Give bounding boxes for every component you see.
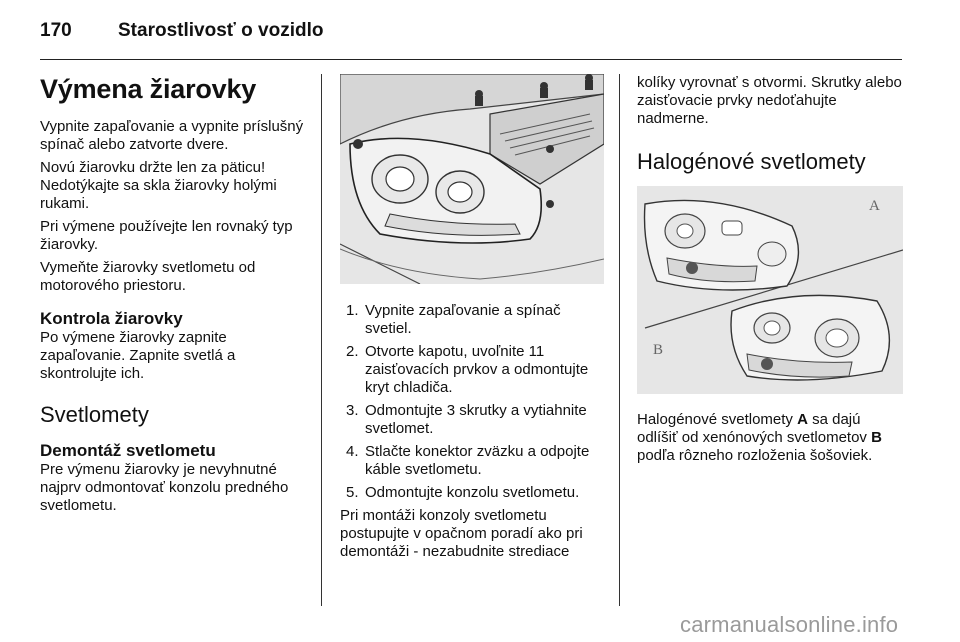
subheading-bulb-check: Kontrola žiarovky: [40, 309, 183, 328]
section-heading-halogen-headlights: Halogénové svetlomety: [637, 149, 866, 174]
page-number: 170: [40, 20, 72, 41]
list-item: 4. Stlačte konektor zväzku a odpojte káble svetlometu.: [346, 443, 590, 478]
paragraph: kolíky vyrovnať s otvormi. Skrutky alebo zaisťovacie prvky nedoťahujte nadmerne.: [637, 74, 902, 127]
column-left: [40, 74, 310, 520]
watermark: carmanualsonline.info: [680, 612, 899, 637]
figure-caption: Halogénové svetlomety A sa dajú odlíšiť od xenónových svetlometov B podľa rôzneho rozloženia šošoviek.: [637, 411, 882, 464]
headlight-drawing: [340, 74, 604, 284]
paragraph: Po výmene žiarovky zapnite zapaľovanie. Zapnite svetlá a skontrolujte ich.: [40, 329, 236, 382]
headlight-comparison-drawing: [637, 186, 903, 394]
column-divider: [321, 74, 322, 606]
paragraph: Pre výmenu žiarovky je nevyhnutné najprv odmontovať konzolu predného svetlometu.: [40, 461, 289, 514]
paragraph: Pri výmene používejte len rovnaký typ žiarovky.: [40, 218, 293, 253]
section-heading-bulb-replacement: Výmena žiarovky: [40, 74, 257, 104]
paragraph: Vypnite zapaľovanie a vypnite príslušný spínač alebo zatvorte dvere.: [40, 118, 304, 153]
headlight-removal-illustration: [340, 74, 604, 284]
paragraph: Novú žiarovku držte len za päticu! Nedotýkajte sa skla žiarovky holými rukami.: [40, 159, 277, 212]
subheading-headlight-removal: Demontáž svetlometu: [40, 441, 216, 460]
halogen-vs-xenon-illustration: [637, 186, 903, 394]
column-right: [637, 74, 905, 470]
paragraph: Pri montáži konzoly svetlometu postupujte v opačnom poradí ako pri demontáži - nezabudnite strediace: [340, 507, 583, 560]
list-item: 3. Odmontujte 3 skrutky a vytiahnite svetlomet.: [346, 402, 587, 437]
list-item: 1. Vypnite zapaľovanie a spínač svetiel.: [346, 302, 561, 337]
page-title: Starostlivosť o vozidlo: [118, 20, 324, 41]
figure-label-a: A: [869, 198, 880, 214]
figure-label-b: B: [653, 342, 664, 358]
column-divider: [619, 74, 620, 606]
list-item: 2. Otvorte kapotu, uvoľnite 11 zaisťovacích prvkov a odmontujte kryt chladiča.: [346, 343, 589, 396]
paragraph: Vymeňte žiarovky svetlometu od motorového priestoru.: [40, 259, 256, 294]
list-item: 5. Odmontujte konzolu svetlometu.: [346, 484, 580, 501]
removal-steps-list: [340, 302, 606, 502]
section-heading-headlights: Svetlomety: [40, 402, 149, 427]
column-middle: [340, 74, 606, 566]
page-header: [40, 14, 902, 60]
